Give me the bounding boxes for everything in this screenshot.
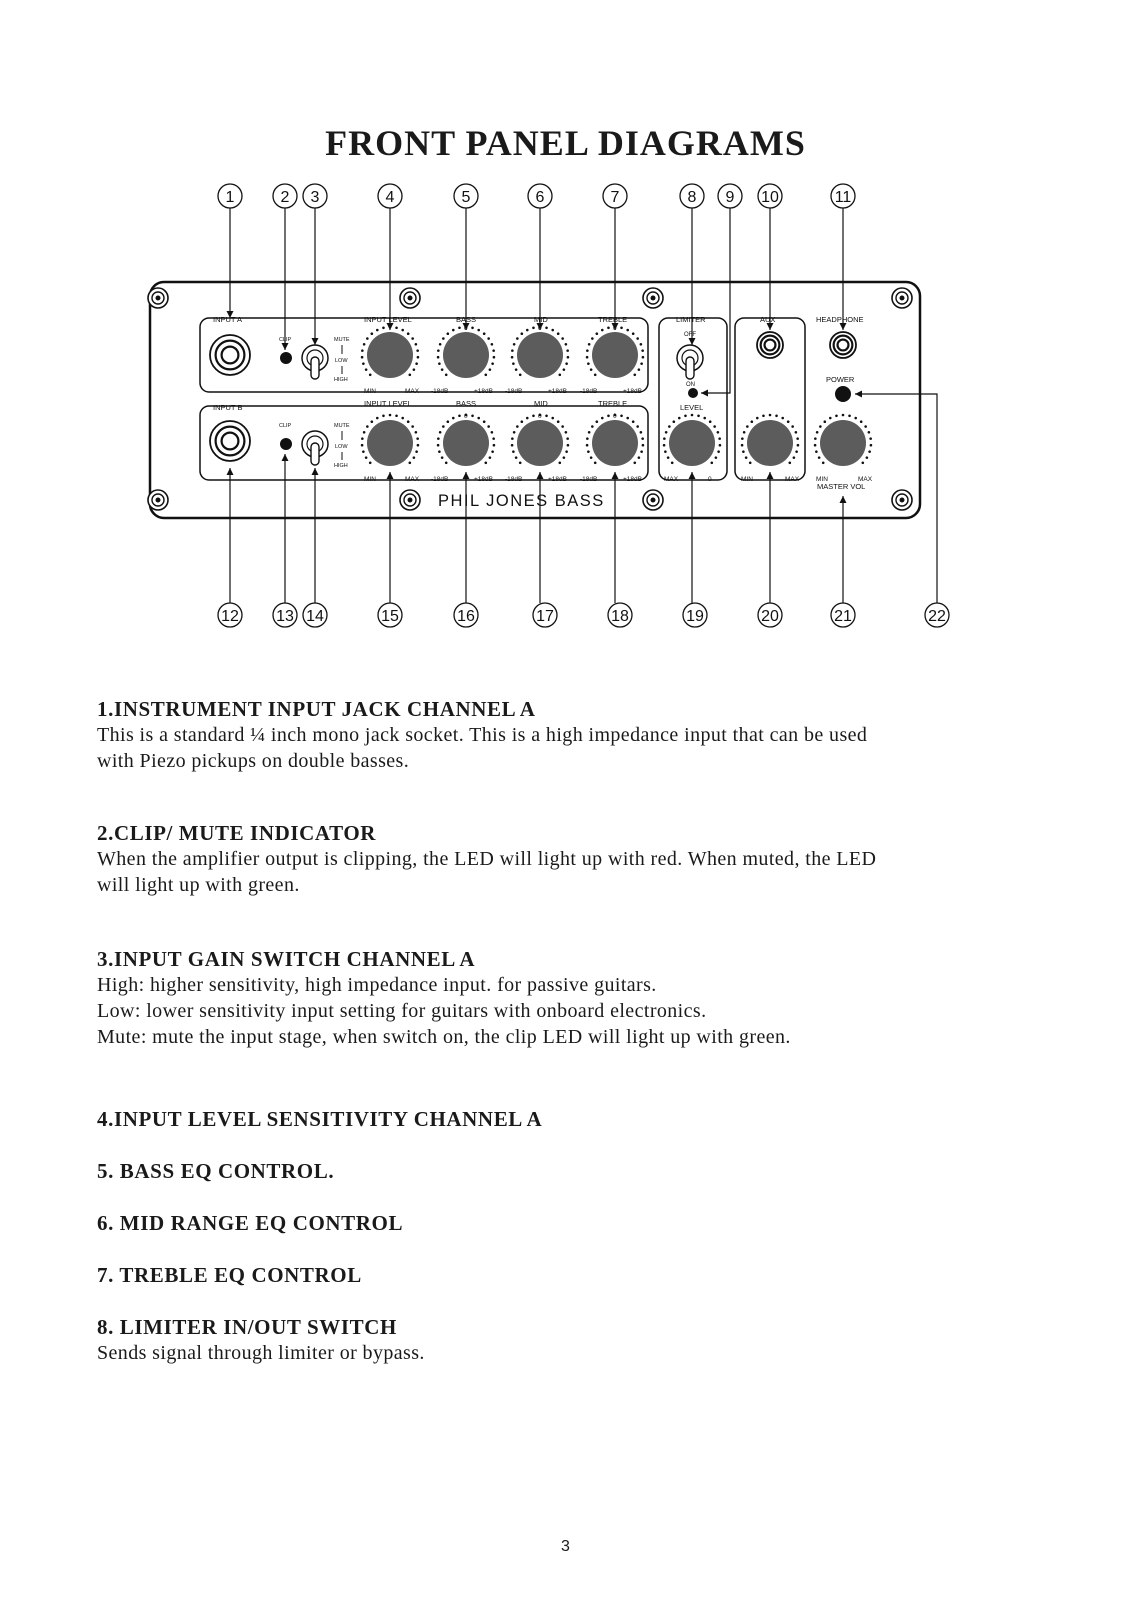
section-heading: 4.INPUT LEVEL SENSITIVITY CHANNEL A [97, 1107, 543, 1131]
input-b-label: INPUT B [213, 403, 243, 412]
section-line: This is a standard ¼ inch mono jack socket. This is a high impedance input that can be used [97, 724, 868, 746]
section-heading: 5. BASS EQ CONTROL. [97, 1159, 335, 1183]
zero-label-b: 0 [464, 413, 468, 420]
callout-19 [683, 603, 707, 627]
section-2 [97, 820, 1057, 898]
limiter-zero-label: 0 [708, 476, 712, 483]
aux-max-label: MAX [785, 476, 800, 483]
low-label-b: LOW [335, 444, 348, 450]
mute-label-b: MUTE [334, 423, 350, 429]
screw-icon [400, 288, 420, 308]
svg-text:20: 20 [761, 608, 779, 625]
minus18-label-a: -18dB [580, 388, 598, 395]
section-8 [97, 1314, 1057, 1366]
screw-icon [400, 490, 420, 510]
bass-label-a: BASS [456, 315, 477, 324]
section-line: When the amplifier output is clipping, the LED will light up with red. When muted, the LED [97, 848, 877, 870]
aux-jack [757, 332, 783, 358]
callout-3 [303, 184, 327, 208]
callout-21 [831, 603, 855, 627]
high-label-a: HIGH [334, 377, 348, 383]
section-heading: 7. TREBLE EQ CONTROL [97, 1263, 362, 1287]
aux-min-label: MIN [741, 476, 753, 483]
screw-icon [643, 288, 663, 308]
svg-text:3: 3 [310, 189, 320, 206]
zero-label-b: 0 [613, 413, 617, 420]
input-jack-b [210, 421, 250, 461]
zero-label-a: 0 [613, 325, 617, 332]
off-label: OFF [684, 332, 696, 338]
svg-text:13: 13 [276, 608, 294, 625]
callout-20 [758, 603, 782, 627]
limiter-led [688, 388, 698, 398]
callout-6 [528, 184, 552, 208]
clip-led-b [280, 438, 292, 450]
master-max-label: MAX [858, 476, 873, 483]
mid-label-b: MID [534, 399, 548, 408]
front-panel-diagram [0, 175, 1131, 645]
minus18-label-a: -18dB [431, 388, 449, 395]
screw-icon [643, 490, 663, 510]
section-7 [97, 1262, 1057, 1288]
headphone-jack [830, 332, 856, 358]
svg-text:12: 12 [221, 608, 239, 625]
section-line: with Piezo pickups on double basses. [97, 750, 410, 772]
minus18-label-b: -18dB [580, 476, 598, 483]
treble-label-b: TREBLE [598, 399, 628, 408]
plus18-label-b: +18dB [548, 476, 567, 483]
svg-text:6: 6 [535, 189, 545, 206]
clip-label-a: CLIP [279, 337, 292, 343]
callout-2 [273, 184, 297, 208]
section-line: Mute: mute the input stage, when switch on, the clip LED will light up with green. [97, 1026, 791, 1048]
zero-label-a: 0 [538, 325, 542, 332]
svg-text:21: 21 [834, 608, 852, 625]
brand-label: PHIL JONES BASS [438, 492, 605, 510]
svg-text:7: 7 [610, 189, 620, 206]
input-level-label-a: INPUT LEVEL [364, 315, 412, 324]
callout-18 [608, 603, 632, 627]
callout-13 [273, 603, 297, 627]
callout-22 [925, 603, 949, 627]
section-5 [97, 1158, 1057, 1184]
master-min-label: MIN [816, 476, 828, 483]
callout-17 [533, 603, 557, 627]
screw-icon [892, 288, 912, 308]
min-label-b: MIN [364, 476, 376, 483]
callout-16 [454, 603, 478, 627]
svg-text:2: 2 [280, 189, 290, 206]
section-1 [97, 696, 1057, 774]
clip-label-b: CLIP [279, 423, 292, 429]
minus18-label-b: -18dB [505, 476, 523, 483]
zero-label-b: 0 [538, 413, 542, 420]
svg-text:10: 10 [761, 189, 779, 206]
mute-label-a: MUTE [334, 337, 350, 343]
min-label-a: MIN [364, 388, 376, 395]
minus18-label-b: -18dB [431, 476, 449, 483]
callout-14 [303, 603, 327, 627]
treble-label-a: TREBLE [598, 315, 628, 324]
svg-text:18: 18 [611, 608, 629, 625]
svg-text:17: 17 [536, 608, 554, 625]
aux-label: AUX [760, 315, 776, 324]
callout-15 [378, 603, 402, 627]
clip-led-a [280, 352, 292, 364]
svg-text:22: 22 [928, 608, 946, 625]
section-heading: 1.INSTRUMENT INPUT JACK CHANNEL A [97, 697, 536, 721]
master-vol-label: MASTER VOL [817, 482, 866, 491]
svg-text:11: 11 [834, 189, 852, 206]
callout-5 [454, 184, 478, 208]
level-label: LEVEL [680, 403, 704, 412]
plus18-label-a: +18dB [623, 388, 642, 395]
section-line: Sends signal through limiter or bypass. [97, 1342, 425, 1364]
screw-icon [148, 490, 168, 510]
section-line: will light up with green. [97, 874, 300, 896]
section-6 [97, 1210, 1057, 1236]
section-heading: 3.INPUT GAIN SWITCH CHANNEL A [97, 947, 476, 971]
section-4 [97, 1106, 1057, 1132]
svg-text:1: 1 [225, 189, 235, 206]
callout-4 [378, 184, 402, 208]
section-heading: 8. LIMITER IN/OUT SWITCH [97, 1315, 397, 1339]
screw-icon [148, 288, 168, 308]
svg-text:16: 16 [457, 608, 475, 625]
limiter-max-label: MAX [664, 476, 679, 483]
input-jack-a [210, 335, 250, 375]
callout-7 [603, 184, 627, 208]
svg-text:5: 5 [461, 189, 471, 206]
max-label-b: MAX [405, 476, 420, 483]
section-line: High: higher sensitivity, high impedance input. for passive guitars. [97, 974, 657, 996]
limiter-label: LIMITER [676, 315, 706, 324]
power-led [835, 386, 851, 402]
power-label: POWER [826, 375, 855, 384]
svg-text:14: 14 [306, 608, 324, 625]
input-a-label: INPUT A [213, 315, 243, 324]
section-heading: 6. MID RANGE EQ CONTROL [97, 1211, 404, 1235]
zero-label-a: 0 [464, 325, 468, 332]
svg-text:4: 4 [385, 189, 395, 206]
section-heading: 2.CLIP/ MUTE INDICATOR [97, 821, 377, 845]
minus18-label-a: -18dB [505, 388, 523, 395]
bass-label-b: BASS [456, 399, 477, 408]
low-label-a: LOW [335, 358, 348, 364]
max-label-a: MAX [405, 388, 420, 395]
section-line: Low: lower sensitivity input setting for guitars with onboard electronics. [97, 1000, 707, 1022]
high-label-b: HIGH [334, 463, 348, 469]
screw-icon [892, 490, 912, 510]
plus18-label-b: +18dB [474, 476, 493, 483]
mid-label-a: MID [534, 315, 548, 324]
svg-text:9: 9 [725, 189, 735, 206]
section-3 [97, 946, 1057, 1050]
input-level-label-b: INPUT LEVEL [364, 399, 412, 408]
callout-9 [718, 184, 742, 208]
plus18-label-b: +18dB [623, 476, 642, 483]
on-label: ON [686, 382, 695, 388]
plus18-label-a: +18dB [474, 388, 493, 395]
callout-8 [680, 184, 704, 208]
svg-text:19: 19 [686, 608, 704, 625]
svg-text:15: 15 [381, 608, 399, 625]
svg-text:8: 8 [687, 189, 697, 206]
headphone-label: HEADPHONE [816, 315, 864, 324]
callout-12 [218, 603, 242, 627]
page-title: FRONT PANEL DIAGRAMS [325, 123, 806, 164]
callout-11 [831, 184, 855, 208]
page-number: 3 [561, 1538, 570, 1555]
plus18-label-a: +18dB [548, 388, 567, 395]
callout-10 [758, 184, 782, 208]
callout-1 [218, 184, 242, 208]
